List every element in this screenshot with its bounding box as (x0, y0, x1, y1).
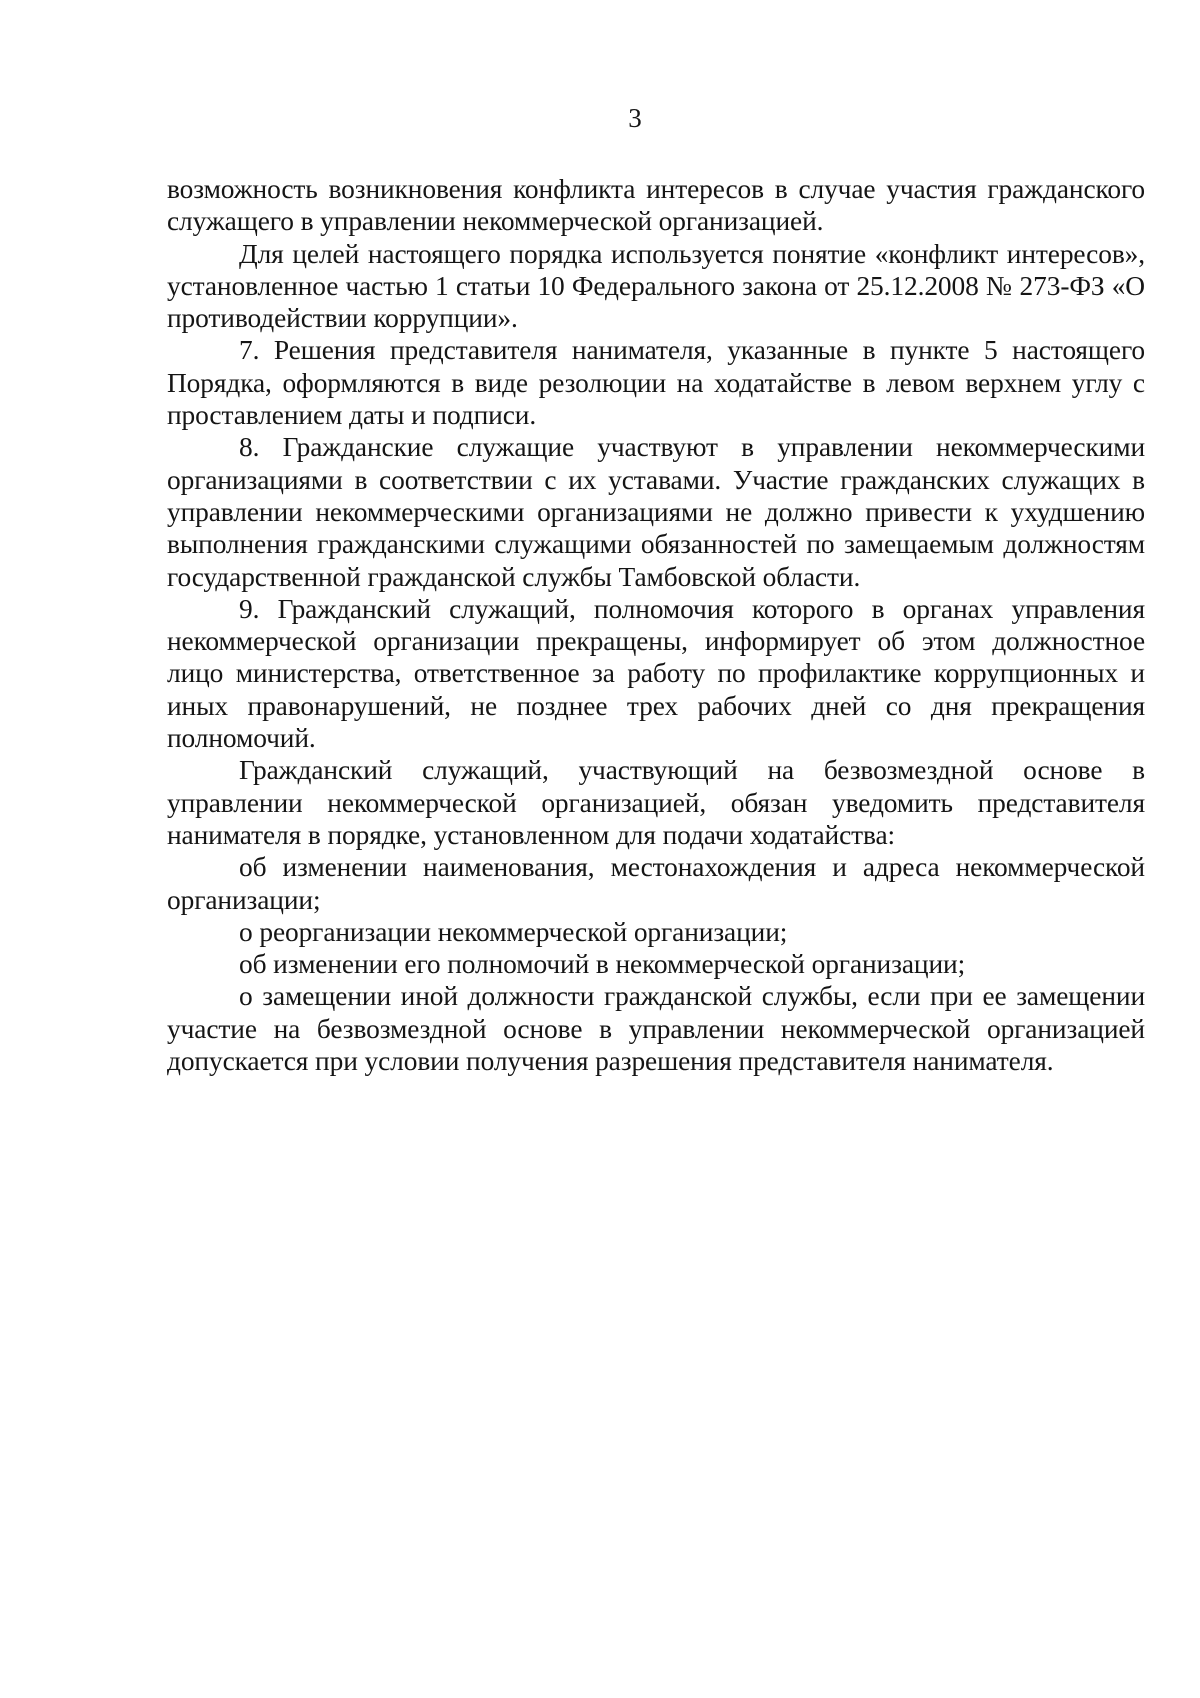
document-body (167, 173, 1145, 1077)
list-item-reorganization: о реорганизации некоммерческой организации; (239, 916, 788, 947)
paragraph-conflict-definition: Для целей настоящего порядка используется понятие «конфликт интересов», установленное частью 1 статьи 10 Федерального закона от 25.12.2008 № 273-ФЗ «О противодействии коррупции». (167, 238, 1145, 334)
paragraph-continuation: возможность возникновения конфликта интересов в случае участия гражданского служащего в управлении некоммерческой организацией. (167, 174, 1145, 237)
paragraph-item-7: 7. Решения представителя нанимателя, указанные в пункте 5 настоящего Порядка, оформляются в виде резолюции на ходатайстве в левом верхнем углу с проставлением даты и подписи. (167, 335, 1145, 431)
paragraph-item-8: 8. Гражданские служащие участвуют в управлении некоммерческими организациями в соответствии с их уставами. Участие гражданских служащих в управлении некоммерческими организациями не должно привести к ухудшению выполнения гражданскими служащими обязанностей по замещаемым должностям государственной гражданской службы Тамбовской области. (167, 432, 1145, 592)
list-item-powers-change: об изменении его полномочий в некоммерческой организации; (239, 949, 966, 980)
paragraph-notification-duty: Гражданский служащий, участвующий на безвозмездной основе в управлении некоммерческой организацией, обязан уведомить представителя нанимателя в порядке, установленном для подачи ходатайства: (167, 755, 1145, 850)
list-item-name-address-change: об изменении наименования, местонахождения и адреса некоммерческой организации; (167, 852, 1145, 915)
paragraph-item-9: 9. Гражданский служащий, полномочия которого в органах управления некоммерческой организации прекращены, информирует об этом должностное лицо министерства, ответственное за работу по профилактике коррупционных и иных правонарушений, не позднее трех рабочих дней со дня прекращения полномочий. (167, 593, 1145, 754)
list-item-other-position: о замещении иной должности гражданской службы, если при ее замещении участие на безвозмездной основе в управлении некоммерческой организацией допускается при условии получения разрешения представителя нанимателя. (167, 981, 1145, 1077)
page-number: 3 (628, 103, 642, 133)
